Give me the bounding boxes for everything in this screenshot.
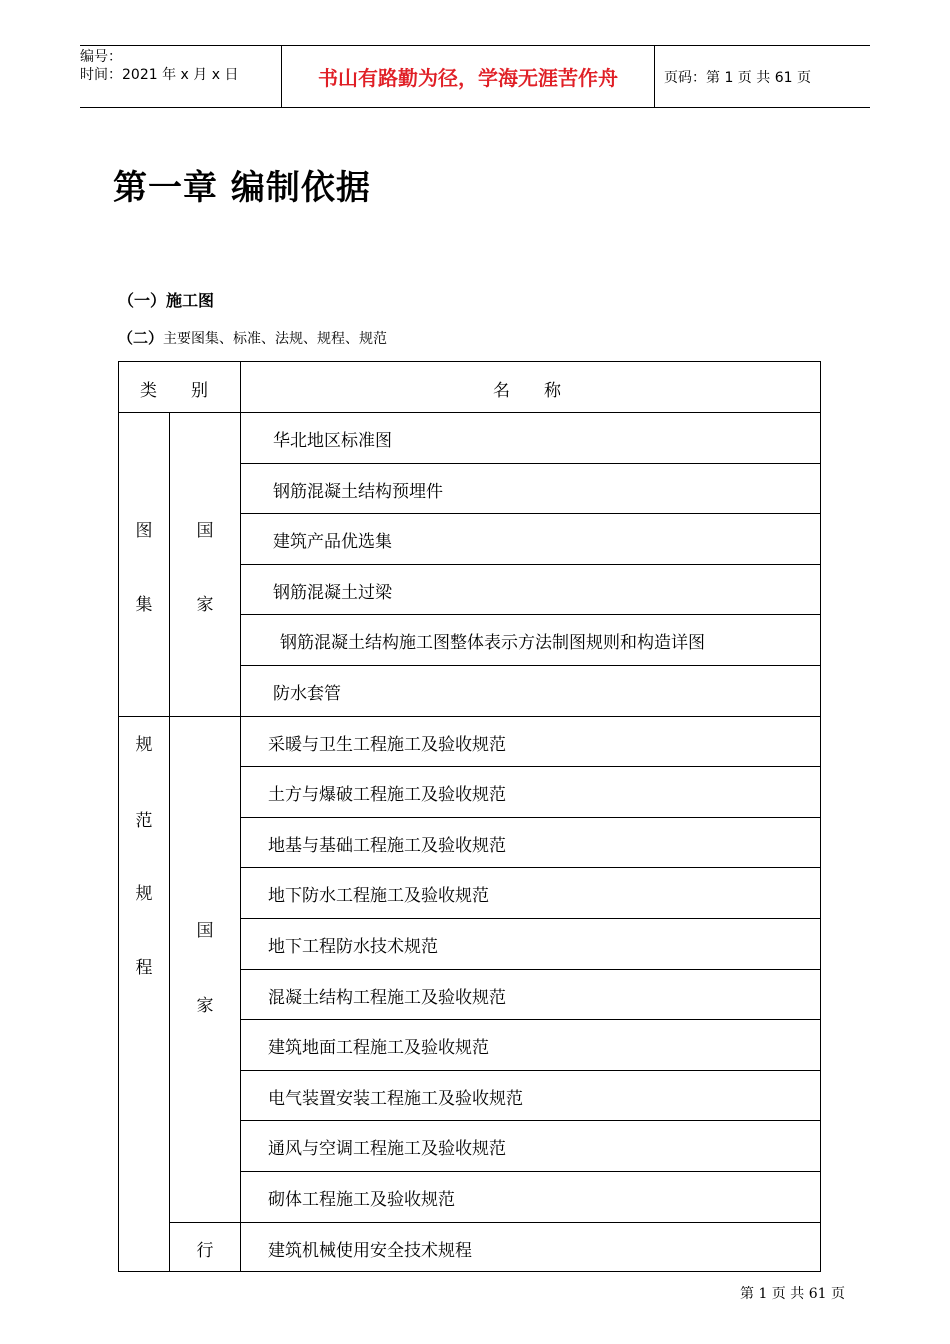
row-divider <box>240 1070 821 1071</box>
row-divider <box>240 1171 821 1172</box>
row-divider <box>240 969 821 970</box>
row-divider <box>240 614 821 615</box>
table-row-name: 钢筋混凝土结构预埋件 <box>273 481 443 502</box>
category-char: 范 <box>135 810 153 831</box>
table-row-name: 钢筋混凝土过梁 <box>273 582 392 603</box>
table-row-name: 建筑机械使用安全技术规程 <box>268 1240 472 1261</box>
column-header-category: 类 别 <box>140 381 208 401</box>
group-divider <box>118 716 821 717</box>
table-header-divider <box>118 412 821 413</box>
table-row-name: 建筑产品优选集 <box>273 532 392 553</box>
table-border-top <box>118 361 821 362</box>
row-divider <box>240 867 821 868</box>
table-row-name: 采暖与卫生工程施工及验收规范 <box>268 734 506 755</box>
table-row-name: 建筑地面工程施工及验收规范 <box>268 1038 489 1059</box>
table-row-name: 地下工程防水技术规范 <box>268 937 438 957</box>
row-divider <box>240 1019 821 1020</box>
category-char: 集 <box>135 595 153 615</box>
header-time-label: 时间：2021 年 x 月 x 日 <box>80 67 239 83</box>
row-divider <box>240 1120 821 1121</box>
table-row-name: 电气装置安装工程施工及验收规范 <box>268 1088 523 1109</box>
category-char: 规 <box>135 883 153 904</box>
row-divider <box>240 665 821 666</box>
row-divider <box>240 817 821 818</box>
header-motto: 书山有路勤为径，学海无涯苦作舟 <box>281 46 655 107</box>
table-border-left <box>118 361 119 1272</box>
table-border-bottom <box>118 1271 821 1272</box>
chapter-title: 第一章 编制依据 <box>113 168 371 208</box>
table-row-name: 砌体工程施工及验收规范 <box>268 1190 455 1210</box>
table-row-name: 防水套管 <box>273 684 341 704</box>
column-header-name: 名 称 <box>493 381 561 401</box>
section-construction-drawings: （一）施工图 <box>118 291 215 310</box>
row-divider <box>240 564 821 565</box>
standards-table <box>118 361 821 1272</box>
header-number-label: 编号： <box>80 49 122 65</box>
table-row-name: 华北地区标准图 <box>273 431 392 451</box>
section-standards-prefix: （二） <box>118 329 164 347</box>
table-row-name: 地下防水工程施工及验收规范 <box>268 886 489 907</box>
category-char: 图 <box>135 521 153 541</box>
table-row-name: 混凝土结构工程施工及验收规范 <box>268 987 506 1008</box>
table-row-name: 土方与爆破工程施工及验收规范 <box>268 785 506 806</box>
page-footer: 第 1 页 共 61 页 <box>740 1286 845 1302</box>
row-divider <box>240 513 821 514</box>
subcategory-char: 国 <box>196 521 214 541</box>
category-char: 规 <box>135 734 153 755</box>
page-header <box>80 45 870 108</box>
group-divider <box>169 1222 821 1223</box>
table-row-name: 通风与空调工程施工及验收规范 <box>268 1139 506 1160</box>
table-row-name: 地基与基础工程施工及验收规范 <box>268 835 506 856</box>
subcategory-char: 行 <box>196 1240 214 1261</box>
category-char: 程 <box>135 957 153 978</box>
table-row-name: 钢筋混凝土结构施工图整体表示方法制图规则和构造详图 <box>280 633 705 654</box>
header-page-info: 页码：第 1 页 共 61 页 <box>664 69 811 86</box>
subcategory-char: 家 <box>196 595 214 615</box>
subcategory-column-border <box>169 412 170 1272</box>
section-standards-text: 主要图集、标准、法规、规程、规范 <box>163 331 388 347</box>
row-divider <box>240 766 821 767</box>
subcategory-char: 家 <box>196 995 214 1016</box>
row-divider <box>240 918 821 919</box>
subcategory-char: 国 <box>196 920 214 941</box>
row-divider <box>240 463 821 464</box>
header-meta <box>80 46 280 109</box>
section-standards <box>118 327 387 348</box>
